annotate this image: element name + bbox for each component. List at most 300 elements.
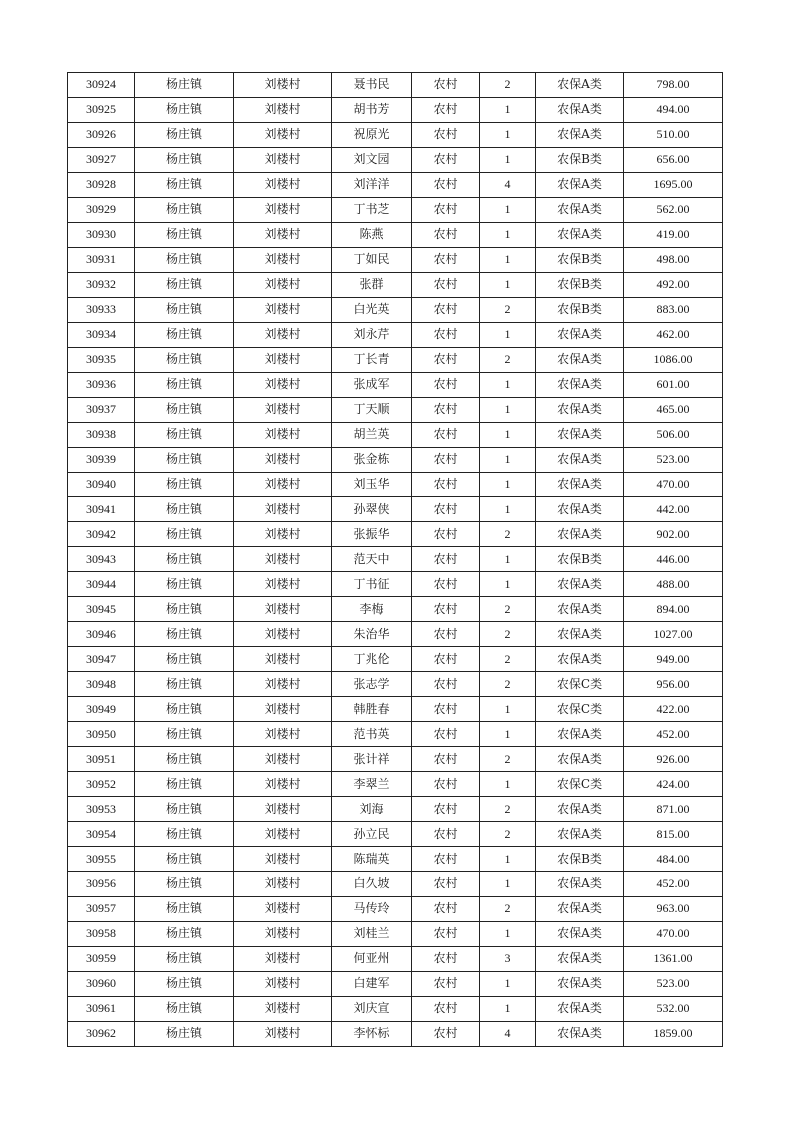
- cell-category: 农保A类: [536, 747, 624, 772]
- cell-type: 农村: [412, 472, 480, 497]
- cell-count: 1: [480, 497, 536, 522]
- cell-id: 30943: [68, 547, 135, 572]
- cell-town: 杨庄镇: [135, 122, 234, 147]
- cell-type: 农村: [412, 622, 480, 647]
- cell-category: 农保A类: [536, 372, 624, 397]
- cell-amount: 523.00: [624, 447, 723, 472]
- cell-category: 农保A类: [536, 172, 624, 197]
- cell-name: 韩胜春: [332, 697, 412, 722]
- cell-amount: 484.00: [624, 847, 723, 872]
- cell-town: 杨庄镇: [135, 147, 234, 172]
- cell-amount: 956.00: [624, 672, 723, 697]
- cell-name: 张成军: [332, 372, 412, 397]
- cell-village: 刘楼村: [234, 572, 332, 597]
- cell-village: 刘楼村: [234, 672, 332, 697]
- cell-amount: 452.00: [624, 872, 723, 897]
- cell-name: 白光英: [332, 297, 412, 322]
- table-row: [68, 472, 723, 497]
- cell-type: 农村: [412, 722, 480, 747]
- cell-category: 农保A类: [536, 97, 624, 122]
- cell-type: 农村: [412, 147, 480, 172]
- table-row: [68, 872, 723, 897]
- cell-type: 农村: [412, 522, 480, 547]
- cell-count: 3: [480, 946, 536, 971]
- cell-name: 白久坡: [332, 872, 412, 897]
- cell-category: 农保A类: [536, 73, 624, 98]
- cell-village: 刘楼村: [234, 297, 332, 322]
- cell-category: 农保A类: [536, 197, 624, 222]
- cell-name: 陈瑞英: [332, 847, 412, 872]
- cell-count: 1: [480, 197, 536, 222]
- cell-town: 杨庄镇: [135, 97, 234, 122]
- cell-amount: 498.00: [624, 247, 723, 272]
- cell-town: 杨庄镇: [135, 697, 234, 722]
- cell-type: 农村: [412, 1021, 480, 1046]
- cell-category: 农保A类: [536, 572, 624, 597]
- cell-count: 1: [480, 147, 536, 172]
- cell-category: 农保A类: [536, 422, 624, 447]
- cell-amount: 883.00: [624, 297, 723, 322]
- cell-id: 30930: [68, 222, 135, 247]
- cell-type: 农村: [412, 172, 480, 197]
- cell-village: 刘楼村: [234, 397, 332, 422]
- cell-type: 农村: [412, 572, 480, 597]
- cell-name: 刘永芹: [332, 322, 412, 347]
- cell-town: 杨庄镇: [135, 197, 234, 222]
- cell-category: 农保B类: [536, 147, 624, 172]
- cell-name: 胡兰英: [332, 422, 412, 447]
- cell-name: 刘洋洋: [332, 172, 412, 197]
- table-row: [68, 822, 723, 847]
- cell-amount: 470.00: [624, 472, 723, 497]
- cell-count: 1: [480, 971, 536, 996]
- cell-count: 1: [480, 996, 536, 1021]
- cell-category: 农保B类: [536, 547, 624, 572]
- cell-type: 农村: [412, 73, 480, 98]
- cell-name: 张志学: [332, 672, 412, 697]
- cell-town: 杨庄镇: [135, 347, 234, 372]
- cell-id: 30932: [68, 272, 135, 297]
- table-row: [68, 971, 723, 996]
- cell-count: 2: [480, 647, 536, 672]
- table-body: [68, 73, 723, 1047]
- cell-name: 刘玉华: [332, 472, 412, 497]
- cell-amount: 1027.00: [624, 622, 723, 647]
- cell-town: 杨庄镇: [135, 372, 234, 397]
- table-row: [68, 672, 723, 697]
- cell-type: 农村: [412, 247, 480, 272]
- cell-amount: 963.00: [624, 896, 723, 921]
- cell-count: 4: [480, 1021, 536, 1046]
- cell-village: 刘楼村: [234, 197, 332, 222]
- cell-amount: 494.00: [624, 97, 723, 122]
- table-row: [68, 322, 723, 347]
- cell-village: 刘楼村: [234, 872, 332, 897]
- cell-count: 1: [480, 572, 536, 597]
- cell-count: 1: [480, 397, 536, 422]
- cell-id: 30956: [68, 872, 135, 897]
- cell-town: 杨庄镇: [135, 921, 234, 946]
- table-row: [68, 222, 723, 247]
- cell-town: 杨庄镇: [135, 822, 234, 847]
- cell-category: 农保A类: [536, 1021, 624, 1046]
- cell-id: 30950: [68, 722, 135, 747]
- cell-amount: 523.00: [624, 971, 723, 996]
- cell-id: 30959: [68, 946, 135, 971]
- cell-name: 李翠兰: [332, 772, 412, 797]
- table-row: [68, 647, 723, 672]
- cell-amount: 902.00: [624, 522, 723, 547]
- cell-village: 刘楼村: [234, 921, 332, 946]
- cell-amount: 462.00: [624, 322, 723, 347]
- cell-id: 30949: [68, 697, 135, 722]
- cell-name: 陈燕: [332, 222, 412, 247]
- table-row: [68, 1021, 723, 1046]
- cell-village: 刘楼村: [234, 347, 332, 372]
- cell-type: 农村: [412, 547, 480, 572]
- cell-id: 30941: [68, 497, 135, 522]
- cell-name: 刘海: [332, 797, 412, 822]
- cell-village: 刘楼村: [234, 822, 332, 847]
- cell-type: 农村: [412, 772, 480, 797]
- cell-town: 杨庄镇: [135, 622, 234, 647]
- table-row: [68, 372, 723, 397]
- cell-town: 杨庄镇: [135, 572, 234, 597]
- cell-count: 2: [480, 672, 536, 697]
- cell-amount: 1361.00: [624, 946, 723, 971]
- cell-id: 30926: [68, 122, 135, 147]
- cell-name: 丁天顺: [332, 397, 412, 422]
- cell-id: 30940: [68, 472, 135, 497]
- cell-category: 农保A类: [536, 472, 624, 497]
- cell-category: 农保C类: [536, 697, 624, 722]
- cell-town: 杨庄镇: [135, 422, 234, 447]
- cell-type: 农村: [412, 197, 480, 222]
- cell-category: 农保A类: [536, 722, 624, 747]
- cell-name: 李梅: [332, 597, 412, 622]
- cell-town: 杨庄镇: [135, 647, 234, 672]
- cell-count: 1: [480, 697, 536, 722]
- cell-amount: 798.00: [624, 73, 723, 98]
- cell-id: 30939: [68, 447, 135, 472]
- cell-town: 杨庄镇: [135, 447, 234, 472]
- cell-type: 农村: [412, 422, 480, 447]
- cell-count: 1: [480, 322, 536, 347]
- table-row: [68, 847, 723, 872]
- cell-amount: 465.00: [624, 397, 723, 422]
- cell-town: 杨庄镇: [135, 672, 234, 697]
- table-row: [68, 946, 723, 971]
- cell-town: 杨庄镇: [135, 497, 234, 522]
- table-row: [68, 622, 723, 647]
- table-row: [68, 522, 723, 547]
- cell-id: 30942: [68, 522, 135, 547]
- cell-village: 刘楼村: [234, 522, 332, 547]
- cell-village: 刘楼村: [234, 747, 332, 772]
- cell-name: 张计祥: [332, 747, 412, 772]
- cell-category: 农保A类: [536, 447, 624, 472]
- cell-town: 杨庄镇: [135, 247, 234, 272]
- cell-type: 农村: [412, 697, 480, 722]
- cell-name: 丁书征: [332, 572, 412, 597]
- cell-id: 30934: [68, 322, 135, 347]
- cell-village: 刘楼村: [234, 497, 332, 522]
- table-row: [68, 547, 723, 572]
- cell-village: 刘楼村: [234, 797, 332, 822]
- cell-village: 刘楼村: [234, 272, 332, 297]
- cell-town: 杨庄镇: [135, 73, 234, 98]
- cell-id: 30946: [68, 622, 135, 647]
- cell-category: 农保A类: [536, 347, 624, 372]
- cell-count: 2: [480, 797, 536, 822]
- cell-category: 农保B类: [536, 272, 624, 297]
- cell-category: 农保A类: [536, 322, 624, 347]
- cell-village: 刘楼村: [234, 1021, 332, 1046]
- cell-category: 农保A类: [536, 122, 624, 147]
- cell-name: 白建军: [332, 971, 412, 996]
- cell-amount: 506.00: [624, 422, 723, 447]
- cell-id: 30962: [68, 1021, 135, 1046]
- cell-name: 朱治华: [332, 622, 412, 647]
- table-row: [68, 197, 723, 222]
- table-row: [68, 996, 723, 1021]
- cell-village: 刘楼村: [234, 697, 332, 722]
- cell-name: 李怀标: [332, 1021, 412, 1046]
- cell-category: 农保A类: [536, 797, 624, 822]
- cell-village: 刘楼村: [234, 847, 332, 872]
- cell-town: 杨庄镇: [135, 172, 234, 197]
- cell-name: 范书英: [332, 722, 412, 747]
- cell-village: 刘楼村: [234, 122, 332, 147]
- cell-type: 农村: [412, 297, 480, 322]
- cell-id: 30957: [68, 896, 135, 921]
- table-row: [68, 896, 723, 921]
- cell-town: 杨庄镇: [135, 1021, 234, 1046]
- cell-id: 30948: [68, 672, 135, 697]
- cell-village: 刘楼村: [234, 472, 332, 497]
- cell-village: 刘楼村: [234, 896, 332, 921]
- cell-village: 刘楼村: [234, 996, 332, 1021]
- cell-type: 农村: [412, 97, 480, 122]
- cell-village: 刘楼村: [234, 622, 332, 647]
- cell-amount: 1695.00: [624, 172, 723, 197]
- cell-name: 孙翠侠: [332, 497, 412, 522]
- table-row: [68, 122, 723, 147]
- cell-amount: 871.00: [624, 797, 723, 822]
- cell-amount: 419.00: [624, 222, 723, 247]
- cell-type: 农村: [412, 647, 480, 672]
- cell-name: 丁长青: [332, 347, 412, 372]
- cell-name: 丁兆伦: [332, 647, 412, 672]
- cell-category: 农保A类: [536, 872, 624, 897]
- cell-village: 刘楼村: [234, 772, 332, 797]
- cell-name: 孙立民: [332, 822, 412, 847]
- cell-type: 农村: [412, 322, 480, 347]
- cell-type: 农村: [412, 946, 480, 971]
- cell-count: 1: [480, 547, 536, 572]
- cell-town: 杨庄镇: [135, 472, 234, 497]
- cell-category: 农保A类: [536, 597, 624, 622]
- cell-name: 刘庆宣: [332, 996, 412, 1021]
- records-table: [67, 72, 723, 1047]
- cell-category: 农保A类: [536, 921, 624, 946]
- cell-town: 杨庄镇: [135, 772, 234, 797]
- cell-count: 2: [480, 597, 536, 622]
- cell-amount: 1086.00: [624, 347, 723, 372]
- cell-name: 祝原光: [332, 122, 412, 147]
- cell-type: 农村: [412, 672, 480, 697]
- cell-id: 30954: [68, 822, 135, 847]
- cell-type: 农村: [412, 971, 480, 996]
- table-row: [68, 597, 723, 622]
- cell-town: 杨庄镇: [135, 946, 234, 971]
- cell-type: 农村: [412, 497, 480, 522]
- cell-count: 2: [480, 622, 536, 647]
- cell-village: 刘楼村: [234, 971, 332, 996]
- cell-category: 农保B类: [536, 297, 624, 322]
- table-row: [68, 797, 723, 822]
- cell-type: 农村: [412, 447, 480, 472]
- cell-name: 张群: [332, 272, 412, 297]
- cell-id: 30935: [68, 347, 135, 372]
- cell-count: 2: [480, 73, 536, 98]
- table-row: [68, 73, 723, 98]
- cell-id: 30933: [68, 297, 135, 322]
- cell-category: 农保C类: [536, 672, 624, 697]
- cell-category: 农保A类: [536, 896, 624, 921]
- cell-category: 农保A类: [536, 397, 624, 422]
- cell-category: 农保C类: [536, 772, 624, 797]
- table-row: [68, 572, 723, 597]
- cell-village: 刘楼村: [234, 247, 332, 272]
- cell-count: 1: [480, 247, 536, 272]
- cell-count: 1: [480, 921, 536, 946]
- cell-amount: 424.00: [624, 772, 723, 797]
- cell-village: 刘楼村: [234, 946, 332, 971]
- cell-count: 1: [480, 222, 536, 247]
- cell-type: 农村: [412, 996, 480, 1021]
- cell-id: 30928: [68, 172, 135, 197]
- cell-name: 范天中: [332, 547, 412, 572]
- table-row: [68, 921, 723, 946]
- cell-amount: 470.00: [624, 921, 723, 946]
- cell-id: 30938: [68, 422, 135, 447]
- cell-name: 何亚州: [332, 946, 412, 971]
- cell-type: 农村: [412, 122, 480, 147]
- cell-town: 杨庄镇: [135, 747, 234, 772]
- cell-village: 刘楼村: [234, 222, 332, 247]
- cell-name: 张振华: [332, 522, 412, 547]
- cell-id: 30952: [68, 772, 135, 797]
- cell-town: 杨庄镇: [135, 322, 234, 347]
- cell-type: 农村: [412, 896, 480, 921]
- cell-count: 1: [480, 472, 536, 497]
- cell-amount: 492.00: [624, 272, 723, 297]
- cell-id: 30931: [68, 247, 135, 272]
- cell-amount: 452.00: [624, 722, 723, 747]
- cell-village: 刘楼村: [234, 722, 332, 747]
- cell-village: 刘楼村: [234, 322, 332, 347]
- cell-name: 丁书芝: [332, 197, 412, 222]
- table-row: [68, 97, 723, 122]
- cell-count: 1: [480, 372, 536, 397]
- cell-category: 农保A类: [536, 996, 624, 1021]
- cell-id: 30955: [68, 847, 135, 872]
- cell-id: 30961: [68, 996, 135, 1021]
- cell-type: 农村: [412, 822, 480, 847]
- cell-town: 杨庄镇: [135, 971, 234, 996]
- cell-town: 杨庄镇: [135, 397, 234, 422]
- cell-village: 刘楼村: [234, 422, 332, 447]
- cell-count: 2: [480, 896, 536, 921]
- cell-count: 2: [480, 822, 536, 847]
- cell-name: 马传玲: [332, 896, 412, 921]
- cell-category: 农保A类: [536, 497, 624, 522]
- cell-village: 刘楼村: [234, 447, 332, 472]
- table-row: [68, 247, 723, 272]
- cell-category: 农保B类: [536, 847, 624, 872]
- cell-id: 30927: [68, 147, 135, 172]
- table-row: [68, 347, 723, 372]
- cell-type: 农村: [412, 921, 480, 946]
- cell-category: 农保A类: [536, 971, 624, 996]
- cell-id: 30937: [68, 397, 135, 422]
- cell-town: 杨庄镇: [135, 797, 234, 822]
- cell-amount: 926.00: [624, 747, 723, 772]
- cell-count: 1: [480, 447, 536, 472]
- cell-category: 农保A类: [536, 222, 624, 247]
- cell-count: 1: [480, 97, 536, 122]
- cell-count: 2: [480, 747, 536, 772]
- cell-type: 农村: [412, 347, 480, 372]
- cell-type: 农村: [412, 397, 480, 422]
- cell-amount: 510.00: [624, 122, 723, 147]
- cell-count: 2: [480, 347, 536, 372]
- cell-amount: 446.00: [624, 547, 723, 572]
- table-row: [68, 497, 723, 522]
- cell-amount: 442.00: [624, 497, 723, 522]
- cell-id: 30945: [68, 597, 135, 622]
- cell-town: 杨庄镇: [135, 896, 234, 921]
- cell-amount: 488.00: [624, 572, 723, 597]
- cell-type: 农村: [412, 597, 480, 622]
- cell-village: 刘楼村: [234, 372, 332, 397]
- cell-count: 1: [480, 847, 536, 872]
- cell-id: 30944: [68, 572, 135, 597]
- table-row: [68, 422, 723, 447]
- cell-type: 农村: [412, 747, 480, 772]
- cell-village: 刘楼村: [234, 147, 332, 172]
- cell-type: 农村: [412, 272, 480, 297]
- cell-id: 30936: [68, 372, 135, 397]
- cell-type: 农村: [412, 847, 480, 872]
- cell-type: 农村: [412, 797, 480, 822]
- cell-town: 杨庄镇: [135, 297, 234, 322]
- cell-town: 杨庄镇: [135, 547, 234, 572]
- cell-village: 刘楼村: [234, 73, 332, 98]
- cell-count: 2: [480, 522, 536, 547]
- cell-category: 农保A类: [536, 822, 624, 847]
- cell-town: 杨庄镇: [135, 522, 234, 547]
- cell-category: 农保A类: [536, 946, 624, 971]
- cell-count: 1: [480, 122, 536, 147]
- cell-village: 刘楼村: [234, 647, 332, 672]
- cell-town: 杨庄镇: [135, 996, 234, 1021]
- cell-town: 杨庄镇: [135, 272, 234, 297]
- cell-village: 刘楼村: [234, 97, 332, 122]
- table-row: [68, 747, 723, 772]
- cell-name: 聂书民: [332, 73, 412, 98]
